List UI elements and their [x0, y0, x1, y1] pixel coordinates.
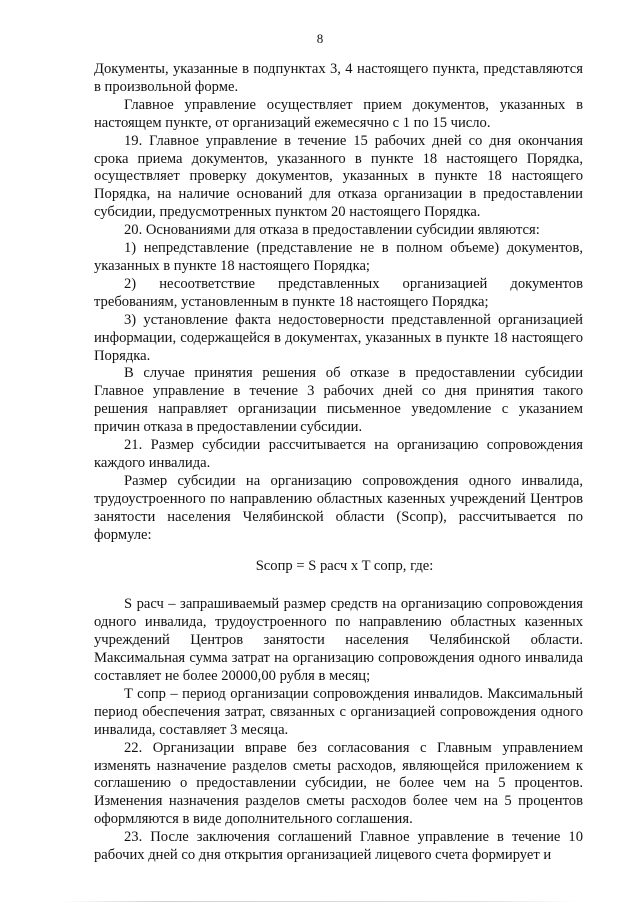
paragraph-documents-form: Документы, указанные в подпунктах 3, 4 настоящего пункта, представляются в произвольной форме. — [94, 61, 583, 95]
paragraph-s-calc-definition: S расч – запрашиваемый размер средств на организацию сопровождения одного инвалида, трудоустроенного по направлению областных казенных учреждений Центров занятости населения Челябинской области. Максимальная сумма затрат на организацию сопровождения одного инвалида составляет не более 20000,00 рубля в месяц; — [94, 596, 583, 684]
document-body — [94, 61, 583, 865]
paragraph-item-21: 21. Размер субсидии рассчитывается на организацию сопровождения каждого инвалида. — [94, 437, 583, 471]
paragraph-refusal-ground-3: 3) установление факта недостоверности представленной организацией информации, содержащейся в документах, указанных в пункте 18 настоящего Порядка. — [94, 311, 583, 364]
paragraph-refusal-ground-1: 1) непредставление (представление не в полном объеме) документов, указанных в пункте 18 настоящего Порядка; — [94, 240, 583, 274]
subsidy-formula: Sсопр = S расч x T сопр, где: — [255, 558, 434, 575]
paragraph-acceptance-schedule: Главное управление осуществляет прием документов, указанных в настоящем пункте, от организаций ежемесячно с 1 по 15 число. — [94, 96, 583, 131]
paragraph-item-23: 23. После заключения соглашений Главное управление в течение 10 рабочих дней со дня открытия организацией лицевого счета формирует и — [94, 829, 583, 864]
paragraph-subsidy-amount: Размер субсидии на организацию сопровождения одного инвалида, трудоустроенного по направлению областных казенных учреждений Центров занятости населения Челябинской области (Scопр), рассчитывается по формуле: — [94, 472, 583, 543]
scan-edge-line — [60, 901, 580, 902]
paragraph-item-22: 22. Организации вправе без согласования с Главным управлением изменять назначение разделов сметы расходов, являющейся приложением к соглашению о предоставлении субсидии, не более чем на 5 процентов. Изменения назначения разделов сметы расходов более чем на 5 процентов оформляются в виде дополнительного соглашения. — [94, 739, 583, 828]
paragraph-t-support-definition: T сопр – период организации сопровождения инвалидов. Максимальный период обеспечения затрат, связанных с организацией сопровождения одного инвалида, составляет 3 месяца. — [94, 685, 583, 738]
paragraph-item-19: 19. Главное управление в течение 15 рабочих дней со дня окончания срока приема документов, указанного в пункте 18 настоящего Порядка, осуществляет проверку документов, указанных в пункте 18 настоящего Порядка, на наличие оснований для отказа организации в предоставлении субсидии, предусмотренных пунктом 20 настоящего Порядка. — [94, 132, 583, 221]
page-number: 8 — [316, 31, 324, 46]
paragraph-item-20: 20. Основаниями для отказа в предоставлении субсидии являются: — [124, 222, 540, 239]
paragraph-refusal-notice: В случае принятия решения об отказе в предоставлении субсидии Главное управление в течение 3 рабочих дней со дня принятия такого решения направляет организации письменное уведомление с указанием причин отказа в предоставлении субсидии. — [94, 365, 583, 436]
paragraph-refusal-ground-2: 2) несоответствие представленных организацией документов требованиям, установленным в пункте 18 настоящего Порядка; — [94, 275, 583, 310]
